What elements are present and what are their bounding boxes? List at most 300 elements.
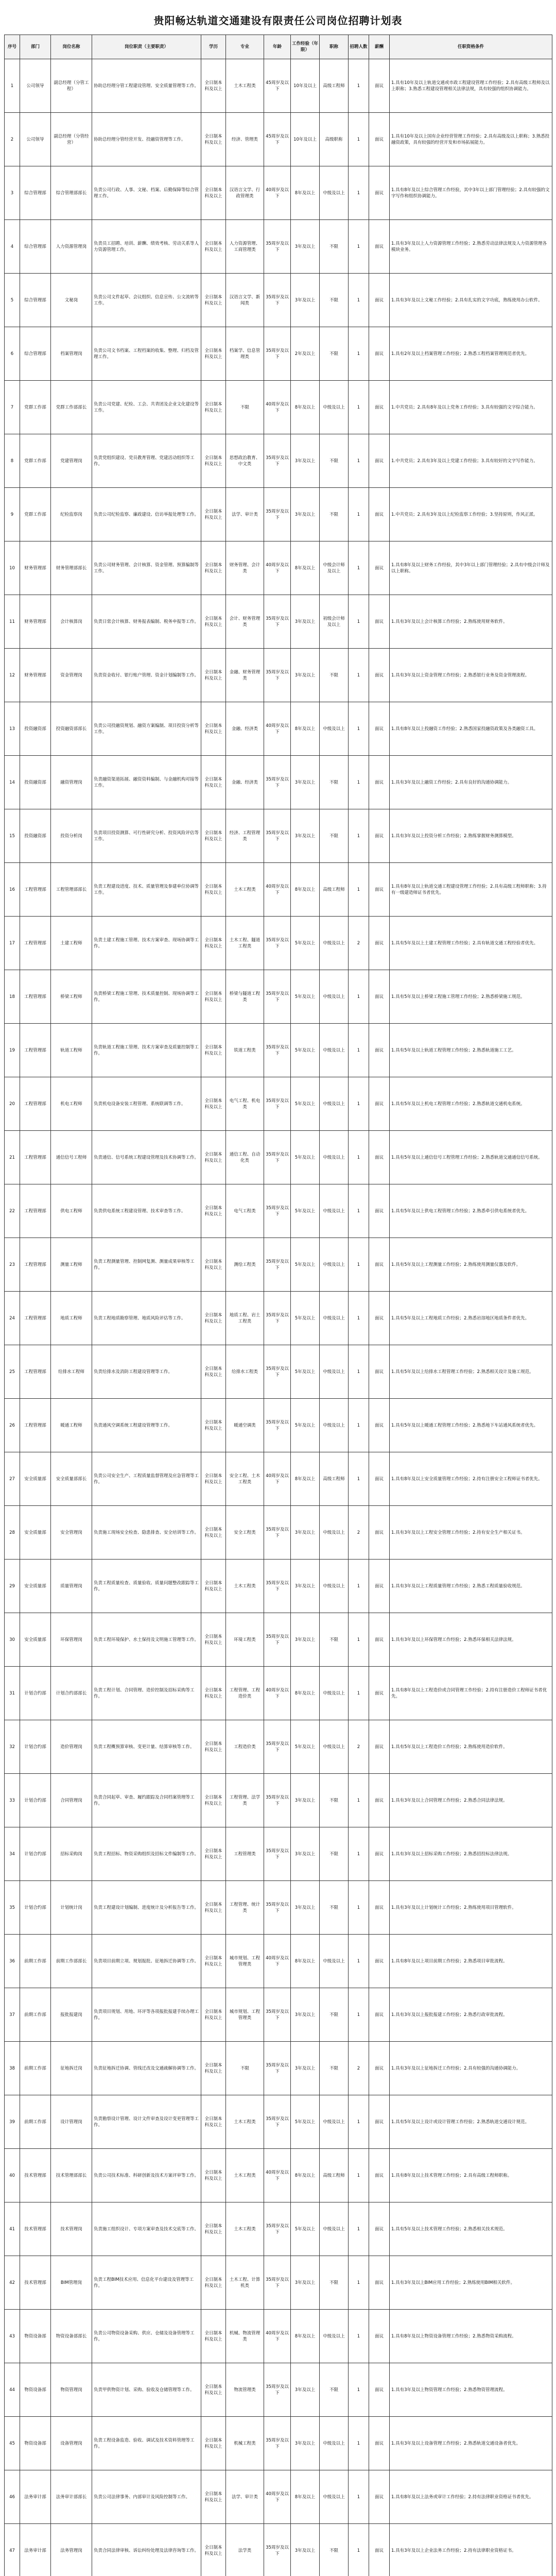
post-name-cell: 计划合约部部长 [51, 1667, 92, 1720]
post-name-cell: 前期工作部部长 [51, 1935, 92, 1988]
post-name-cell: 纪检监察岗 [51, 488, 92, 541]
row-number: 29 [5, 1560, 20, 1613]
professional-title-cell: 高级工程师 [320, 2149, 349, 2202]
experience-cell: 3年及以上 [291, 274, 320, 327]
duty-cell: 负责工程地质勘察管理、地质风险评估等工作。 [92, 1292, 201, 1345]
professional-title-cell: 高级工程师 [320, 59, 349, 113]
experience-cell: 8年及以上 [291, 2149, 320, 2202]
headcount-cell: 1 [349, 1024, 369, 1077]
department-cell: 法务审计部 [20, 2470, 51, 2524]
headcount-cell: 1 [349, 1881, 369, 1935]
column-header: 学历 [201, 35, 226, 59]
department-cell: 综合管理部 [20, 220, 51, 274]
experience-cell: 3年及以上 [291, 1988, 320, 2042]
post-name-cell: 地质工程师 [51, 1292, 92, 1345]
row-number: 41 [5, 2202, 20, 2256]
table-header-row [5, 35, 552, 59]
requirements-cell: 1.具有5年及以上通信信号工程管理工作经验；2.熟悉轨道交通通信信号系统。 [390, 1131, 552, 1184]
experience-cell: 5年及以上 [291, 1184, 320, 1238]
major-cell: 法学、审计类 [226, 488, 264, 541]
post-name-cell: 测量工程师 [51, 1238, 92, 1292]
professional-title-cell: 中级及以上 [320, 2310, 349, 2363]
table-row [5, 2363, 552, 2417]
age-cell: 40周岁及以下 [264, 2149, 291, 2202]
major-cell: 经济、工程管理类 [226, 809, 264, 863]
experience-cell: 3年及以上 [291, 2042, 320, 2095]
row-number: 26 [5, 1399, 20, 1452]
age-cell: 35周岁及以下 [264, 809, 291, 863]
requirements-cell: 1.具有3年及以上设备管理工作经验；2.熟悉轨道交通设备者优先。 [390, 2417, 552, 2470]
table-row [5, 166, 552, 220]
post-name-cell: 桥梁工程师 [51, 970, 92, 1024]
table-row [5, 1131, 552, 1184]
post-name-cell: 投资融资部部长 [51, 702, 92, 756]
duty-cell: 负责公司安全生产、工程质量监督管理及应急管理等工作。 [92, 1452, 201, 1506]
age-cell: 35周岁及以下 [264, 434, 291, 488]
department-cell: 党群工作部 [20, 381, 51, 434]
experience-cell: 8年及以上 [291, 1452, 320, 1506]
table-row [5, 2417, 552, 2470]
experience-cell: 3年及以上 [291, 809, 320, 863]
requirements-cell: 1.具有8年及以上物资设备管理工作经验；2.熟悉物资采购流程。 [390, 2310, 552, 2363]
professional-title-cell: 中级及以上 [320, 1935, 349, 1988]
experience-cell: 5年及以上 [291, 1238, 320, 1292]
table-row [5, 1613, 552, 1667]
professional-title-cell: 中级及以上 [320, 2417, 349, 2470]
department-cell: 综合管理部 [20, 274, 51, 327]
experience-cell: 8年及以上 [291, 2310, 320, 2363]
major-cell: 不限 [226, 2042, 264, 2095]
education-cell: 全日制本科及以上 [201, 1935, 226, 1988]
row-number: 23 [5, 1238, 20, 1292]
department-cell: 技术管理部 [20, 2202, 51, 2256]
table-row [5, 1506, 552, 1560]
experience-cell: 10年及以上 [291, 113, 320, 166]
column-header: 任职资格条件 [390, 35, 552, 59]
experience-cell: 3年及以上 [291, 1560, 320, 1613]
department-cell: 财务管理部 [20, 649, 51, 702]
table-row [5, 1077, 552, 1131]
column-header: 工作经验（年限） [291, 35, 320, 59]
headcount-cell: 1 [349, 59, 369, 113]
department-cell: 计划合约部 [20, 1720, 51, 1774]
education-cell: 全日制本科及以上 [201, 2202, 226, 2256]
experience-cell: 5年及以上 [291, 1077, 320, 1131]
table-row [5, 488, 552, 541]
post-name-cell: 会计核算岗 [51, 595, 92, 649]
requirements-cell: 1.具有5年及以上工程地质工作经验；2.熟悉岩溶地区地质条件者优先。 [390, 1292, 552, 1345]
duty-cell: 负责工程BIM技术应用、信息化平台建设及管理等工作。 [92, 2256, 201, 2310]
experience-cell: 10年及以上 [291, 59, 320, 113]
row-number: 40 [5, 2149, 20, 2202]
age-cell: 35周岁及以下 [264, 2042, 291, 2095]
major-cell: 城市规划、工程管理类 [226, 1988, 264, 2042]
salary-cell: 面议 [369, 1345, 390, 1399]
table-row [5, 2310, 552, 2363]
row-number: 31 [5, 1667, 20, 1720]
salary-cell: 面议 [369, 756, 390, 809]
professional-title-cell: 不限 [320, 2524, 349, 2576]
row-number: 34 [5, 1827, 20, 1881]
column-header: 岗位职责（主要职责） [92, 35, 201, 59]
age-cell: 40周岁及以下 [264, 863, 291, 917]
post-name-cell: 副总经理（分管经营） [51, 113, 92, 166]
department-cell: 物资设备部 [20, 2417, 51, 2470]
salary-cell: 面议 [369, 1667, 390, 1720]
department-cell: 公司领导 [20, 59, 51, 113]
experience-cell: 5年及以上 [291, 917, 320, 970]
professional-title-cell: 不限 [320, 1881, 349, 1935]
requirements-cell: 1.具有3年及以上企业法务工作经验；2.持有法律职业资格证书。 [390, 2524, 552, 2576]
salary-cell: 面议 [369, 1613, 390, 1667]
headcount-cell: 1 [349, 1184, 369, 1238]
professional-title-cell: 高级工程师 [320, 863, 349, 917]
department-cell: 前期工作部 [20, 2042, 51, 2095]
requirements-cell: 1.具有5年及以上给排水工程管理工作经验；2.熟悉相关设计及施工规范。 [390, 1345, 552, 1399]
department-cell: 物资设备部 [20, 2310, 51, 2363]
table-row [5, 220, 552, 274]
professional-title-cell: 不限 [320, 1827, 349, 1881]
column-header: 岗位名称 [51, 35, 92, 59]
duty-cell: 负责工程测量管理、控制网复测、测量成果审核等工作。 [92, 1238, 201, 1292]
salary-cell: 面议 [369, 274, 390, 327]
row-number: 28 [5, 1506, 20, 1560]
duty-cell: 负责公司文件起草、会议组织、信息宣传、公文流转等工作。 [92, 274, 201, 327]
headcount-cell: 1 [349, 1774, 369, 1827]
major-cell: 土木工程、隧道工程类 [226, 917, 264, 970]
major-cell: 法学类 [226, 2524, 264, 2576]
row-number: 39 [5, 2095, 20, 2149]
experience-cell: 8年及以上 [291, 381, 320, 434]
department-cell: 投资融资部 [20, 756, 51, 809]
row-number: 42 [5, 2256, 20, 2310]
professional-title-cell: 中级及以上 [320, 1667, 349, 1720]
department-cell: 党群工作部 [20, 434, 51, 488]
requirements-cell: 1.具有3年及以上文秘工作经验；2.具有扎实的文字功底，熟练使用办公软件。 [390, 274, 552, 327]
duty-cell: 协助总经理分管工程建设管理、安全质量管理等工作。 [92, 59, 201, 113]
post-name-cell: 文秘岗 [51, 274, 92, 327]
salary-cell: 面议 [369, 2042, 390, 2095]
experience-cell: 5年及以上 [291, 1720, 320, 1774]
table-row [5, 1881, 552, 1935]
major-cell: 物流管理类 [226, 2363, 264, 2417]
age-cell: 35周岁及以下 [264, 1988, 291, 2042]
salary-cell: 面议 [369, 2256, 390, 2310]
headcount-cell: 1 [349, 756, 369, 809]
table-row [5, 1774, 552, 1827]
headcount-cell: 1 [349, 863, 369, 917]
table-row [5, 1720, 552, 1774]
education-cell: 全日制本科及以上 [201, 1774, 226, 1827]
experience-cell: 8年及以上 [291, 2470, 320, 2524]
major-cell: 金融、经济类 [226, 702, 264, 756]
headcount-cell: 1 [349, 2095, 369, 2149]
department-cell: 工程管理部 [20, 863, 51, 917]
row-number: 13 [5, 702, 20, 756]
education-cell: 全日制本科及以上 [201, 2256, 226, 2310]
column-header: 专业 [226, 35, 264, 59]
row-number: 18 [5, 970, 20, 1024]
age-cell: 35周岁及以下 [264, 1024, 291, 1077]
education-cell: 全日制本科及以上 [201, 702, 226, 756]
experience-cell: 3年及以上 [291, 1506, 320, 1560]
professional-title-cell: 中级及以上 [320, 1077, 349, 1131]
major-cell: 财务管理、会计类 [226, 541, 264, 595]
post-name-cell: 土建工程师 [51, 917, 92, 970]
headcount-cell: 1 [349, 1613, 369, 1667]
experience-cell: 8年及以上 [291, 541, 320, 595]
post-name-cell: 通信信号工程师 [51, 1131, 92, 1184]
education-cell: 全日制本科及以上 [201, 2524, 226, 2576]
duty-cell: 负责工程计划、合同管理、造价控制及招标采购等工作。 [92, 1667, 201, 1720]
headcount-cell: 1 [349, 970, 369, 1024]
major-cell: 铁道工程类 [226, 1024, 264, 1077]
requirements-cell: 1.具有3年及以上招标采购工作经验；2.熟悉招投标法律法规。 [390, 1827, 552, 1881]
requirements-cell: 1.具有5年及以上工程测量工作经验；2.熟练使用测量仪器及软件。 [390, 1238, 552, 1292]
experience-cell: 3年及以上 [291, 488, 320, 541]
row-number: 45 [5, 2417, 20, 2470]
experience-cell: 5年及以上 [291, 1345, 320, 1399]
requirements-cell: 1.具有10年及以上轨道交通或市政工程建设管理工作经验；2.具有高级工程师及以上职称；3.熟悉工程建设管理相关法律法规，具有较强的组织协调能力。 [390, 59, 552, 113]
row-number: 24 [5, 1292, 20, 1345]
table-row [5, 2470, 552, 2524]
post-name-cell: 综合管理部部长 [51, 166, 92, 220]
professional-title-cell: 中级及以上 [320, 1184, 349, 1238]
experience-cell: 3年及以上 [291, 756, 320, 809]
post-name-cell: 档案管理岗 [51, 327, 92, 381]
age-cell: 35周岁及以下 [264, 595, 291, 649]
major-cell: 金融、经济类 [226, 756, 264, 809]
duty-cell: 负责项目前期立项、规划报批、征地拆迁协调等工作。 [92, 1935, 201, 1988]
duty-cell: 负责勘察设计管理、设计文件审查及设计变更管理等工作。 [92, 2095, 201, 2149]
table-row [5, 1667, 552, 1720]
experience-cell: 3年及以上 [291, 2417, 320, 2470]
education-cell: 全日制本科及以上 [201, 1131, 226, 1184]
salary-cell: 面议 [369, 1827, 390, 1881]
requirements-cell: 1.具有5年及以上桥梁工程施工管理工作经验；2.熟悉桥梁施工规范。 [390, 970, 552, 1024]
recruitment-table [4, 35, 552, 2576]
duty-cell: 负责合同起草、审查、履约跟踪及合同档案管理等工作。 [92, 1774, 201, 1827]
professional-title-cell: 不限 [320, 2042, 349, 2095]
age-cell: 35周岁及以下 [264, 649, 291, 702]
row-number: 22 [5, 1184, 20, 1238]
headcount-cell: 1 [349, 649, 369, 702]
education-cell: 全日制本科及以上 [201, 2310, 226, 2363]
requirements-cell: 1.具有8年及以上综合管理工作经验，其中3年以上部门管理经验；2.具有较强的文字写作和组织协调能力。 [390, 166, 552, 220]
major-cell: 工程管理、工程造价类 [226, 1667, 264, 1720]
post-name-cell: 物资管理岗 [51, 2363, 92, 2417]
headcount-cell: 1 [349, 2202, 369, 2256]
department-cell: 安全质量部 [20, 1560, 51, 1613]
major-cell: 汉语言文学、行政管理类 [226, 166, 264, 220]
table-row [5, 59, 552, 113]
table-row [5, 2149, 552, 2202]
salary-cell: 面议 [369, 1024, 390, 1077]
table-row [5, 113, 552, 166]
row-number: 7 [5, 381, 20, 434]
age-cell: 35周岁及以下 [264, 1184, 291, 1238]
headcount-cell: 2 [349, 1720, 369, 1774]
duty-cell: 负责施工现场安全检查、隐患排查、安全培训等工作。 [92, 1506, 201, 1560]
education-cell: 全日制本科及以上 [201, 381, 226, 434]
duty-cell: 负责给排水及消防工程建设管理等工作。 [92, 1345, 201, 1399]
post-name-cell: 设备管理岗 [51, 2417, 92, 2470]
requirements-cell: 1.具有5年及以上供电工程管理工作经验；2.熟悉牵引供电系统者优先。 [390, 1184, 552, 1238]
experience-cell: 3年及以上 [291, 1827, 320, 1881]
requirements-cell: 1.具有3年及以上投资分析工作经验；2.熟练掌握财务测算模型。 [390, 809, 552, 863]
education-cell: 全日制本科及以上 [201, 113, 226, 166]
post-name-cell: 计划统计岗 [51, 1881, 92, 1935]
column-header: 职称 [320, 35, 349, 59]
professional-title-cell: 中级及以上 [320, 970, 349, 1024]
requirements-cell: 1.具有5年及以上设计或设计管理工作经验；2.熟悉轨道交通设计规范。 [390, 2095, 552, 2149]
table-row [5, 702, 552, 756]
professional-title-cell: 中级及以上 [320, 1131, 349, 1184]
age-cell: 35周岁及以下 [264, 1506, 291, 1560]
experience-cell: 8年及以上 [291, 1935, 320, 1988]
duty-cell: 负责通风空调系统工程建设管理等工作。 [92, 1399, 201, 1452]
table-row [5, 1345, 552, 1399]
age-cell: 35周岁及以下 [264, 1881, 291, 1935]
experience-cell: 2年及以上 [291, 327, 320, 381]
salary-cell: 面议 [369, 1774, 390, 1827]
requirements-cell: 1.具有10年及以上国有企业经营管理工作经验；2.具有高级及以上职称；3.熟悉投融资政策，具有较强的经营开发和市场拓展能力。 [390, 113, 552, 166]
headcount-cell: 1 [349, 1827, 369, 1881]
professional-title-cell: 中级及以上 [320, 1399, 349, 1452]
post-name-cell: 招标采购岗 [51, 1827, 92, 1881]
duty-cell: 负责工程建设计划编制、进度统计及分析报告等工作。 [92, 1881, 201, 1935]
age-cell: 35周岁及以下 [264, 1774, 291, 1827]
requirements-cell: 1.具有3年及以上资金管理工作经验；2.熟悉银行业务及资金管理流程。 [390, 649, 552, 702]
headcount-cell: 1 [349, 702, 369, 756]
headcount-cell: 1 [349, 1988, 369, 2042]
table-row [5, 649, 552, 702]
duty-cell: 负责工程环境保护、水土保持及文明施工管理等工作。 [92, 1613, 201, 1667]
post-name-cell: 安全管理岗 [51, 1506, 92, 1560]
table-row [5, 541, 552, 595]
professional-title-cell: 中级及以上 [320, 1720, 349, 1774]
education-cell: 全日制本科及以上 [201, 756, 226, 809]
major-cell: 土木工程类 [226, 2095, 264, 2149]
age-cell: 35周岁及以下 [264, 1345, 291, 1399]
row-number: 38 [5, 2042, 20, 2095]
headcount-cell: 1 [349, 2310, 369, 2363]
age-cell: 35周岁及以下 [264, 970, 291, 1024]
post-name-cell: 造价管理岗 [51, 1720, 92, 1774]
experience-cell: 3年及以上 [291, 2256, 320, 2310]
salary-cell: 面议 [369, 2149, 390, 2202]
department-cell: 计划合约部 [20, 1774, 51, 1827]
post-name-cell: 征地拆迁岗 [51, 2042, 92, 2095]
duty-cell: 负责公司行政、人事、文秘、档案、后勤保障等综合管理工作。 [92, 166, 201, 220]
education-cell: 全日制本科及以上 [201, 59, 226, 113]
major-cell: 测绘工程类 [226, 1238, 264, 1292]
professional-title-cell: 中级及以上 [320, 1345, 349, 1399]
duty-cell: 负责项目投资测算、可行性研究分析、投资风险评估等工作。 [92, 809, 201, 863]
department-cell: 技术管理部 [20, 2149, 51, 2202]
major-cell: 工程管理、统计类 [226, 1881, 264, 1935]
age-cell: 35周岁及以下 [264, 2202, 291, 2256]
salary-cell: 面议 [369, 1988, 390, 2042]
post-name-cell: 设计管理岗 [51, 2095, 92, 2149]
duty-cell: 负责工程设备监造、验收、调试及技术资料管理等工作。 [92, 2417, 201, 2470]
table-row [5, 434, 552, 488]
professional-title-cell: 不限 [320, 809, 349, 863]
row-number: 8 [5, 434, 20, 488]
experience-cell: 3年及以上 [291, 1613, 320, 1667]
requirements-cell: 1.具有8年及以上技术管理工作经验；2.具有高级工程师职称。 [390, 2149, 552, 2202]
experience-cell: 5年及以上 [291, 1292, 320, 1345]
department-cell: 投资融资部 [20, 809, 51, 863]
post-name-cell: 工程管理部部长 [51, 863, 92, 917]
headcount-cell: 2 [349, 917, 369, 970]
column-header: 薪酬 [369, 35, 390, 59]
salary-cell: 面议 [369, 1292, 390, 1345]
department-cell: 前期工作部 [20, 1988, 51, 2042]
age-cell: 35周岁及以下 [264, 1292, 291, 1345]
education-cell: 全日制本科及以上 [201, 2417, 226, 2470]
experience-cell: 5年及以上 [291, 1131, 320, 1184]
professional-title-cell: 不限 [320, 327, 349, 381]
table-row [5, 756, 552, 809]
major-cell: 给排水工程类 [226, 1345, 264, 1399]
headcount-cell: 2 [349, 1506, 369, 1560]
education-cell: 全日制本科及以上 [201, 649, 226, 702]
age-cell: 45周岁及以下 [264, 59, 291, 113]
major-cell: 思想政治教育、中文类 [226, 434, 264, 488]
headcount-cell: 1 [349, 2417, 369, 2470]
professional-title-cell: 不限 [320, 2256, 349, 2310]
education-cell: 全日制本科及以上 [201, 970, 226, 1024]
salary-cell: 面议 [369, 220, 390, 274]
requirements-cell: 1.具有3年及以上计划统计工作经验；2.熟练使用项目管理软件。 [390, 1881, 552, 1935]
education-cell: 全日制本科及以上 [201, 488, 226, 541]
age-cell: 35周岁及以下 [264, 2524, 291, 2576]
major-cell: 机械工程类 [226, 2417, 264, 2470]
professional-title-cell: 不限 [320, 756, 349, 809]
major-cell: 电气工程类 [226, 1184, 264, 1238]
education-cell: 全日制本科及以上 [201, 1667, 226, 1720]
post-name-cell: 合同管理岗 [51, 1774, 92, 1827]
headcount-cell: 1 [349, 2149, 369, 2202]
major-cell: 经济、管理类 [226, 113, 264, 166]
salary-cell: 面议 [369, 2310, 390, 2363]
professional-title-cell: 初级会计师及以上 [320, 595, 349, 649]
post-name-cell: 法务管理岗 [51, 2524, 92, 2576]
age-cell: 40周岁及以下 [264, 381, 291, 434]
requirements-cell: 1.具有5年及以上土建工程管理工作经验；2.具有轨道交通工程经验者优先。 [390, 917, 552, 970]
row-number: 4 [5, 220, 20, 274]
experience-cell: 3年及以上 [291, 1774, 320, 1827]
requirements-cell: 1.具有8年及以上安全质量管理工作经验；2.持有注册安全工程师证书者优先。 [390, 1452, 552, 1506]
duty-cell: 负责轨道工程施工管理、技术方案审查及质量控制等工作。 [92, 1024, 201, 1077]
professional-title-cell: 中级及以上 [320, 2202, 349, 2256]
education-cell: 全日制本科及以上 [201, 1988, 226, 2042]
salary-cell: 面议 [369, 327, 390, 381]
experience-cell: 3年及以上 [291, 2524, 320, 2576]
age-cell: 45周岁及以下 [264, 113, 291, 166]
salary-cell: 面议 [369, 2202, 390, 2256]
headcount-cell: 1 [349, 1935, 369, 1988]
duty-cell: 负责公司技术标准、科研创新及技术方案评审等工作。 [92, 2149, 201, 2202]
duty-cell: 负责工程招标、物资采购组织及招标文件编制等工作。 [92, 1827, 201, 1881]
experience-cell: 5年及以上 [291, 970, 320, 1024]
headcount-cell: 1 [349, 434, 369, 488]
department-cell: 计划合约部 [20, 1827, 51, 1881]
professional-title-cell: 中级及以上 [320, 166, 349, 220]
requirements-cell: 1.具有2年及以上档案管理工作经验；2.熟悉工程档案管理规范者优先。 [390, 327, 552, 381]
major-cell: 工程造价类 [226, 1720, 264, 1774]
